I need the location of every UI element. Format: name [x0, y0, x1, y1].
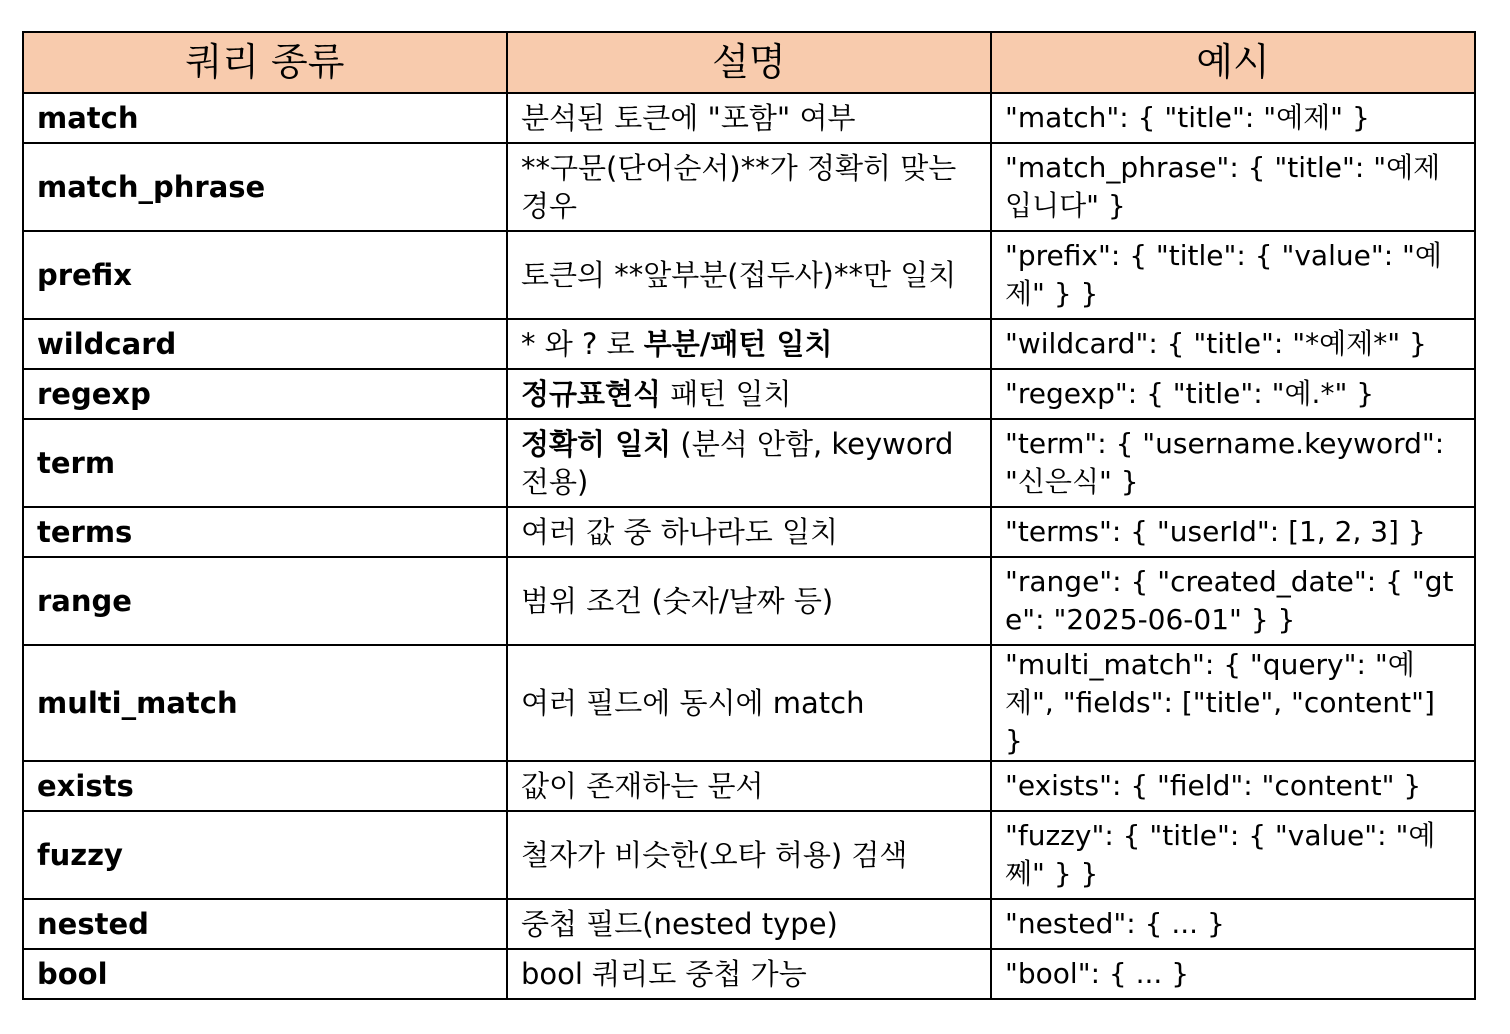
table-row — [23, 949, 1475, 999]
query-example: "range": { "created_date": { "gte": "2025-06-01" } } — [991, 557, 1475, 645]
query-description: 토큰의 **앞부분(접두사)**만 일치 — [507, 231, 991, 319]
query-name: multi_match — [23, 645, 507, 761]
table-row — [23, 231, 1475, 319]
table-row — [23, 143, 1475, 231]
table-row — [23, 761, 1475, 811]
query-name: match_phrase — [23, 143, 507, 231]
table-row — [23, 369, 1475, 419]
query-types-table — [22, 31, 1476, 1000]
query-example: "exists": { "field": "content" } — [991, 761, 1475, 811]
query-description: * 와 ? 로 부분/패턴 일치 — [507, 319, 991, 369]
query-example: "multi_match": { "query": "예제", "fields": ["title", "content"] } — [991, 645, 1475, 761]
query-description: 정확히 일치 (분석 안함, keyword 전용) — [507, 419, 991, 507]
query-description: 분석된 토큰에 "포함" 여부 — [507, 93, 991, 143]
query-name: range — [23, 557, 507, 645]
table-row — [23, 645, 1475, 761]
query-description: 철자가 비슷한(오타 허용) 검색 — [507, 811, 991, 899]
query-name: bool — [23, 949, 507, 999]
query-name: prefix — [23, 231, 507, 319]
table-row — [23, 419, 1475, 507]
query-name: terms — [23, 507, 507, 557]
query-example: "wildcard": { "title": "*예제*" } — [991, 319, 1475, 369]
query-example: "regexp": { "title": "예.*" } — [991, 369, 1475, 419]
header-description: 설명 — [507, 32, 991, 93]
header-query-type: 쿼리 종류 — [23, 32, 507, 93]
query-example: "match": { "title": "예제" } — [991, 93, 1475, 143]
query-description: 여러 값 중 하나라도 일치 — [507, 507, 991, 557]
query-name: exists — [23, 761, 507, 811]
query-example: "nested": { ... } — [991, 899, 1475, 949]
query-description: 정규표현식 패턴 일치 — [507, 369, 991, 419]
query-example: "bool": { ... } — [991, 949, 1475, 999]
table-row — [23, 557, 1475, 645]
table-row — [23, 899, 1475, 949]
query-description: 여러 필드에 동시에 match — [507, 645, 991, 761]
query-example: "match_phrase": { "title": "예제 입니다" } — [991, 143, 1475, 231]
table-row — [23, 93, 1475, 143]
query-name: regexp — [23, 369, 507, 419]
query-name: match — [23, 93, 507, 143]
query-example: "prefix": { "title": { "value": "예제" } } — [991, 231, 1475, 319]
query-name: wildcard — [23, 319, 507, 369]
query-description: 범위 조건 (숫자/날짜 등) — [507, 557, 991, 645]
query-name: fuzzy — [23, 811, 507, 899]
table-row — [23, 319, 1475, 369]
query-name: term — [23, 419, 507, 507]
header-example: 예시 — [991, 32, 1475, 93]
table-row — [23, 507, 1475, 557]
table-row — [23, 811, 1475, 899]
query-description: **구문(단어순서)**가 정확히 맞는 경우 — [507, 143, 991, 231]
query-example: "term": { "username.keyword": "신은식" } — [991, 419, 1475, 507]
query-description: 중첩 필드(nested type) — [507, 899, 991, 949]
query-description: 값이 존재하는 문서 — [507, 761, 991, 811]
query-example: "fuzzy": { "title": { "value": "예쩨" } } — [991, 811, 1475, 899]
query-name: nested — [23, 899, 507, 949]
query-example: "terms": { "userId": [1, 2, 3] } — [991, 507, 1475, 557]
header-row — [23, 32, 1475, 93]
query-description: bool 쿼리도 중첩 가능 — [507, 949, 991, 999]
